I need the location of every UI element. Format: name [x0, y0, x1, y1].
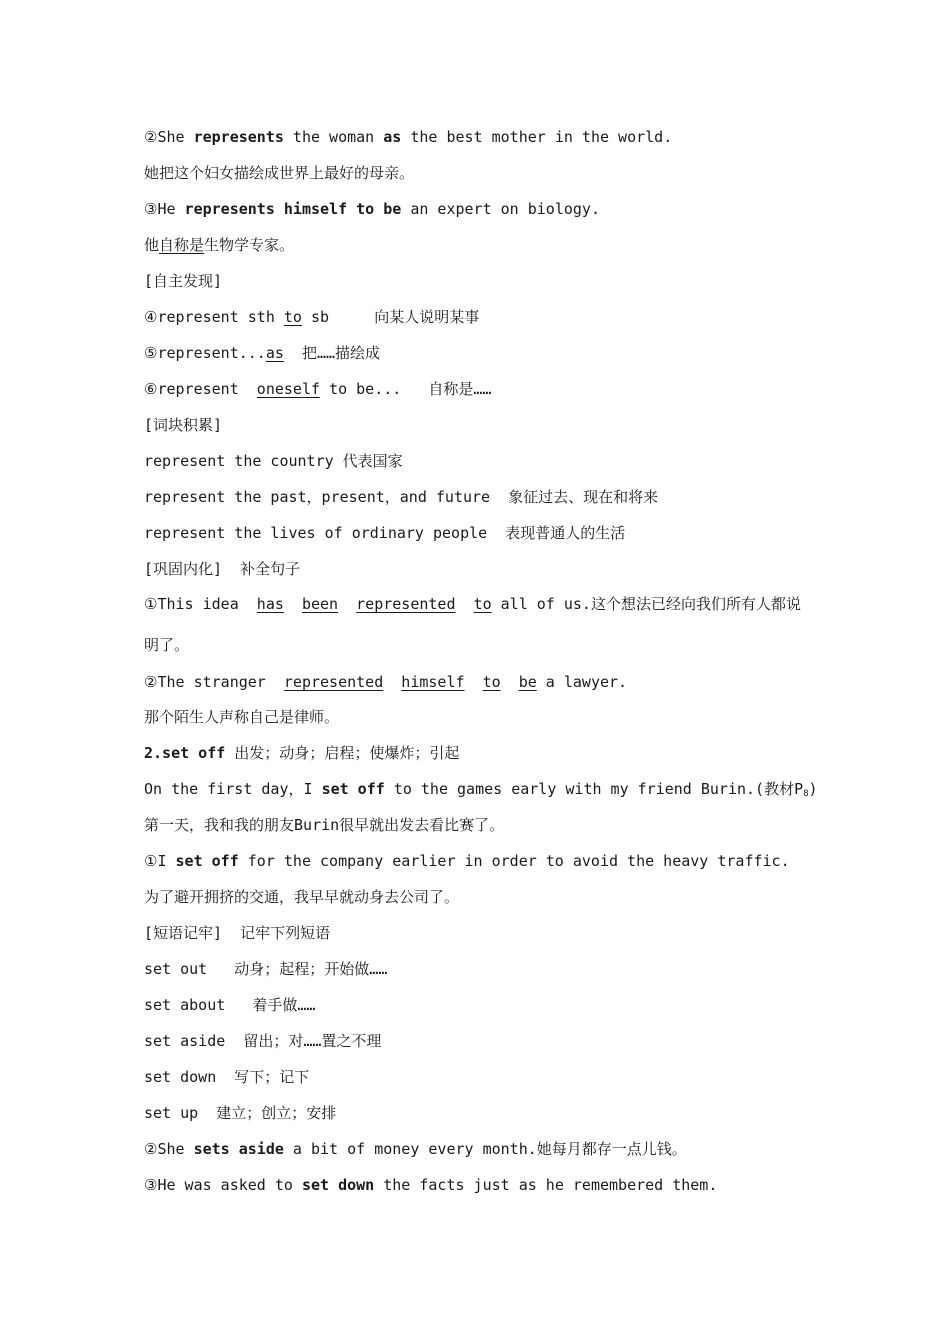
text — [383, 673, 401, 691]
text: for the company earlier in order to avoid the heavy traffic. — [238, 852, 790, 870]
text: ⑥represent — [144, 380, 257, 398]
text: On the first day，I — [144, 780, 322, 798]
section-heading: [巩固内化] 补全句子 — [144, 560, 301, 578]
fill-in-answer: represented — [356, 595, 456, 613]
translation: 她把这个妇女描绘成世界上最好的母亲。 — [144, 164, 415, 182]
phrase-item: represent the past，present，and future 象征过去、现在和将来 — [144, 488, 659, 506]
text: an expert on biology. — [401, 200, 600, 218]
phrase-item: represent the lives of ordinary people 表现普通人的生活 — [144, 524, 626, 542]
text: a bit of money every month.她每月都存一点儿钱。 — [283, 1140, 687, 1158]
exercise-sentence-continued: 明了。 — [144, 636, 190, 654]
section-heading: [短语记牢] 记牢下列短语 — [144, 924, 331, 942]
translation: 那个陌生人声称自己是律师。 — [144, 708, 340, 726]
key-phrase: set off — [321, 780, 385, 798]
section-heading: [自主发现] — [144, 272, 223, 290]
key-phrase: as — [383, 128, 402, 146]
example-sentence — [144, 1139, 687, 1159]
fill-in-answer: oneself — [256, 380, 321, 398]
translation — [144, 235, 294, 255]
example-sentence — [144, 1175, 717, 1195]
exercise-sentence — [144, 594, 801, 614]
phrase-item: set down 写下；记下 — [144, 1068, 310, 1086]
text: sb 向某人说明某事 — [301, 308, 480, 326]
text: to the games early with my friend Burin.(教材P — [384, 780, 804, 798]
fill-in-answer: represented — [283, 673, 384, 691]
key-phrase: represents himself to be — [184, 200, 402, 218]
text: a lawyer. — [536, 673, 628, 691]
example-sentence — [144, 127, 672, 147]
text: ①I — [144, 852, 176, 870]
fill-in-answer: himself — [401, 673, 465, 691]
text: 生物学专家。 — [204, 236, 295, 254]
text — [455, 595, 473, 613]
fill-in-answer: as — [265, 344, 284, 362]
fill-in-answer: to — [473, 595, 492, 613]
underlined-text: 自称是 — [159, 236, 205, 254]
text: 他 — [144, 236, 160, 254]
phrase-item: represent the country 代表国家 — [144, 452, 403, 470]
text: all of us.这个想法已经向我们所有人都说 — [491, 595, 801, 613]
phrase-item: set about 着手做…… — [144, 996, 316, 1014]
fill-in-answer: be — [518, 673, 537, 691]
text: 把……描绘成 — [283, 344, 381, 362]
text: ) — [808, 780, 818, 798]
text: ③He — [144, 200, 185, 218]
text: ⑤represent... — [144, 344, 266, 362]
key-phrase: represents — [193, 128, 284, 146]
text: the facts just as he remembered them. — [374, 1176, 718, 1194]
phrase-item: set up 建立；创立；安排 — [144, 1104, 337, 1122]
text: ①This idea — [144, 595, 257, 613]
phrase-item: set aside 留出；对……置之不理 — [144, 1032, 382, 1050]
example-sentence — [144, 851, 790, 871]
text — [501, 673, 519, 691]
key-phrase: 2.set off — [144, 744, 226, 762]
text — [338, 595, 356, 613]
text: ②She — [144, 1140, 194, 1158]
text — [465, 673, 483, 691]
key-phrase: sets aside — [193, 1140, 284, 1158]
text: the woman — [283, 128, 384, 146]
page-subscript: 8 — [803, 789, 809, 799]
phrase-item: set out 动身；起程；开始做…… — [144, 960, 388, 978]
text: the best mother in the world. — [401, 128, 673, 146]
text: ③He was asked to — [144, 1176, 302, 1194]
text: to be... 自称是…… — [320, 380, 492, 398]
key-phrase: set down — [301, 1176, 375, 1194]
phrase-item — [144, 379, 491, 399]
example-sentence — [144, 779, 818, 804]
text: 出发；动身；启程；使爆炸；引起 — [225, 744, 460, 762]
text: ②The stranger — [144, 673, 284, 691]
text — [284, 595, 302, 613]
fill-in-answer: to — [283, 308, 302, 326]
phrase-item — [144, 307, 479, 327]
text: ②She — [144, 128, 194, 146]
key-phrase: set off — [175, 852, 239, 870]
translation: 为了避开拥挤的交通，我早早就动身去公司了。 — [144, 888, 460, 906]
translation: 第一天，我和我的朋友Burin很早就出发去看比赛了。 — [144, 816, 505, 834]
example-sentence — [144, 199, 600, 219]
text: ④represent sth — [144, 308, 284, 326]
exercise-sentence — [144, 672, 627, 692]
fill-in-answer: been — [301, 595, 339, 613]
phrase-item — [144, 343, 380, 363]
section-heading: [词块积累] — [144, 416, 223, 434]
fill-in-answer: has — [256, 595, 284, 613]
fill-in-answer: to — [482, 673, 501, 691]
vocab-heading — [144, 743, 459, 763]
